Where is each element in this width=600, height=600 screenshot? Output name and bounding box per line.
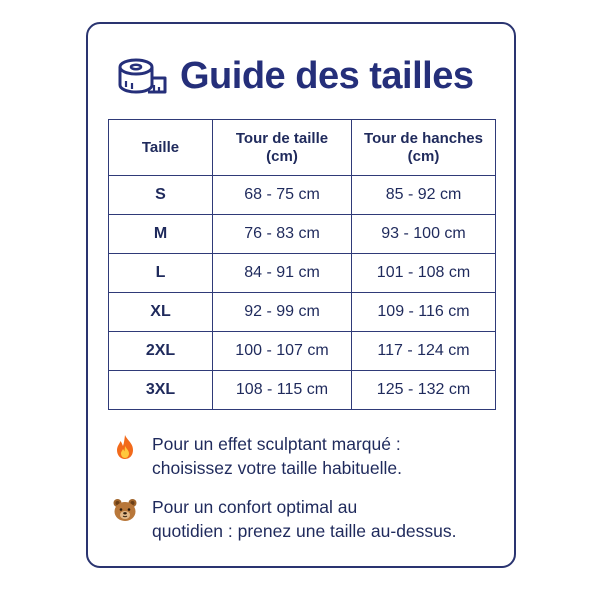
table-header-row bbox=[109, 120, 496, 176]
table-row bbox=[109, 293, 496, 332]
page-title: Guide des tailles bbox=[180, 54, 474, 97]
column-header-hips: Tour de hanches (cm) bbox=[352, 120, 496, 176]
column-header-waist: Tour de taille (cm) bbox=[213, 120, 352, 176]
waist-cell: 76 - 83 cm bbox=[213, 215, 352, 254]
waist-cell: 84 - 91 cm bbox=[213, 254, 352, 293]
hips-cell: 85 - 92 cm bbox=[352, 176, 496, 215]
tip-comfort bbox=[112, 495, 502, 543]
table-row bbox=[109, 254, 496, 293]
hips-cell: 109 - 116 cm bbox=[352, 293, 496, 332]
size-table bbox=[108, 119, 496, 410]
waist-cell: 100 - 107 cm bbox=[213, 332, 352, 371]
hips-cell: 125 - 132 cm bbox=[352, 371, 496, 410]
header bbox=[118, 48, 474, 104]
hips-cell: 101 - 108 cm bbox=[352, 254, 496, 293]
waist-cell: 92 - 99 cm bbox=[213, 293, 352, 332]
fire-icon bbox=[112, 434, 138, 460]
table-row bbox=[109, 215, 496, 254]
tip-sculpting bbox=[112, 432, 502, 480]
hips-cell: 93 - 100 cm bbox=[352, 215, 496, 254]
size-cell: 3XL bbox=[109, 371, 213, 410]
tip-text: Pour un effet sculptant marqué : choisissez votre taille habituelle. bbox=[152, 434, 402, 478]
tip-text: Pour un confort optimal au quotidien : prenez une taille au-dessus. bbox=[152, 497, 457, 541]
measuring-tape-icon bbox=[118, 54, 168, 98]
table-row bbox=[109, 176, 496, 215]
table-row bbox=[109, 371, 496, 410]
bear-face-icon bbox=[112, 497, 138, 523]
hips-cell: 117 - 124 cm bbox=[352, 332, 496, 371]
waist-cell: 68 - 75 cm bbox=[213, 176, 352, 215]
size-cell: XL bbox=[109, 293, 213, 332]
size-cell: S bbox=[109, 176, 213, 215]
table-row bbox=[109, 332, 496, 371]
size-cell: L bbox=[109, 254, 213, 293]
size-cell: M bbox=[109, 215, 213, 254]
size-cell: 2XL bbox=[109, 332, 213, 371]
waist-cell: 108 - 115 cm bbox=[213, 371, 352, 410]
column-header-size: Taille bbox=[109, 120, 213, 176]
size-guide-card bbox=[86, 22, 516, 568]
